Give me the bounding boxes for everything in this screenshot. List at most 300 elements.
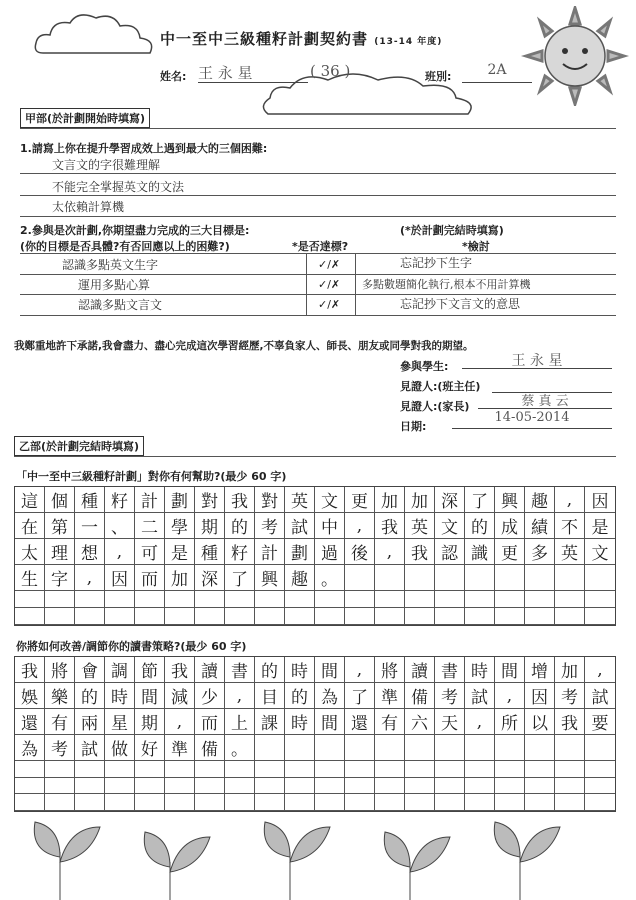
title-text: 中一至中三級種籽計劃契約書: [160, 30, 369, 48]
grid-cell: 考: [45, 735, 75, 761]
grid-cell: 生: [15, 565, 45, 591]
grid-cell: 、: [105, 513, 135, 539]
grid-cell: [375, 735, 405, 761]
grid-cell: [225, 608, 255, 625]
grid-cell: [45, 778, 75, 795]
grid-cell: [555, 565, 585, 591]
grid-cell: [465, 735, 495, 761]
grid-cell: 時: [285, 709, 315, 735]
grid-cell: 增: [525, 657, 555, 683]
part-a-label: 甲部(於計劃開始時填寫): [20, 108, 150, 128]
divider: [20, 274, 616, 275]
grid-cell: [75, 778, 105, 795]
divider: [20, 128, 616, 129]
date-label: 日期:: [400, 420, 427, 433]
grid-cell: [75, 794, 105, 811]
grid-cell: [285, 608, 315, 625]
grid-cell: 興: [255, 565, 285, 591]
grid-cell: ,: [165, 709, 195, 735]
grid-cell: 因: [585, 487, 615, 513]
grid-cell: [45, 761, 75, 778]
grid-cell: 試: [75, 735, 105, 761]
pledge-text: 我鄭重地許下承諾,我會盡力、盡心完成這次學習經歷,不辜負家人、師長、朋友或同學對我的期望。: [14, 340, 474, 352]
grid-cell: [555, 778, 585, 795]
divider: [20, 253, 616, 254]
goal-1-review: 忘記抄下生字: [400, 256, 473, 270]
grid-cell: [525, 778, 555, 795]
grid-cell: [555, 591, 585, 608]
achieved-header: *是否達標?: [292, 240, 349, 253]
grid-cell: [255, 778, 285, 795]
grid-cell: [375, 778, 405, 795]
grid-cell: 學: [165, 513, 195, 539]
grid-cell: 以: [525, 709, 555, 735]
grid-cell: [585, 608, 615, 625]
grid-cell: [495, 778, 525, 795]
grid-cell: [495, 761, 525, 778]
grid-cell: 在: [15, 513, 45, 539]
grid-cell: [165, 761, 195, 778]
grid-cell: ,: [495, 683, 525, 709]
grid-cell: [195, 794, 225, 811]
grid-cell: 二: [135, 513, 165, 539]
grid-cell: [435, 565, 465, 591]
grid-cell: 的: [75, 683, 105, 709]
grid-cell: [435, 761, 465, 778]
grid-cell: [45, 794, 75, 811]
answer-grid-1: [14, 486, 616, 626]
form-title: [160, 28, 442, 49]
grid-cell: 有: [45, 709, 75, 735]
grid-cell: 的: [255, 657, 285, 683]
grid-cell: [435, 794, 465, 811]
grid-cell: [375, 591, 405, 608]
q1-answer-3: 太依賴計算機: [52, 200, 125, 214]
grid-cell: [135, 608, 165, 625]
grid-cell: 間: [315, 709, 345, 735]
grid-cell: 是: [165, 539, 195, 565]
grid-cell: [465, 565, 495, 591]
grid-cell: 有: [375, 709, 405, 735]
grid-cell: 備: [195, 735, 225, 761]
grid-cell: [585, 735, 615, 761]
grid-cell: 的: [465, 513, 495, 539]
student-signature: 王 永 星: [462, 350, 612, 369]
grid-cell: 課: [255, 709, 285, 735]
grid-cell: [555, 608, 585, 625]
grid-cell: 興: [495, 487, 525, 513]
grid-cell: 更: [345, 487, 375, 513]
grid-cell: [345, 608, 375, 625]
grid-cell: [75, 591, 105, 608]
grid-cell: [285, 591, 315, 608]
grid-cell: [165, 591, 195, 608]
grid-cell: [555, 761, 585, 778]
grid-cell: 要: [585, 709, 615, 735]
grid-cell: 兩: [75, 709, 105, 735]
grid-cell: 將: [375, 657, 405, 683]
grid-cell: [345, 591, 375, 608]
grid-cell: [225, 591, 255, 608]
goal-1-check: ✓/✗: [318, 258, 341, 271]
grid-cell: [225, 778, 255, 795]
goal-1: 認識多點英文生字: [62, 258, 159, 272]
grid-cell: 我: [405, 539, 435, 565]
grid-cell: 劃: [285, 539, 315, 565]
grid-cell: 對: [195, 487, 225, 513]
grid-cell: [375, 761, 405, 778]
grid-cell: 加: [375, 487, 405, 513]
name-value: 王 永 星: [198, 62, 308, 83]
grid-cell: [225, 761, 255, 778]
grid-cell: [195, 591, 225, 608]
grid-cell: ,: [375, 539, 405, 565]
grid-cell: [465, 794, 495, 811]
grid-cell: 讀: [195, 657, 225, 683]
grid-cell: [555, 794, 585, 811]
goal-3: 認識多點文言文: [78, 298, 163, 312]
grid-cell: [345, 735, 375, 761]
witness-parent-signature: 蔡 真 云: [478, 390, 612, 409]
grid-cell: 間: [135, 683, 165, 709]
grid-cell: [135, 778, 165, 795]
grid-cell: 為: [15, 735, 45, 761]
grid-cell: [585, 761, 615, 778]
grid-cell: [405, 735, 435, 761]
grid-cell: [15, 591, 45, 608]
part-b-q1: 「中一至中三級種籽計劃」對你有何幫助?(最少 60 字): [16, 470, 287, 483]
grid-cell: [495, 735, 525, 761]
grid-cell: [15, 778, 45, 795]
part-b-q2: 你將如何改善/調節你的讀書策略?(最少 60 字): [16, 640, 247, 653]
grid-cell: 對: [255, 487, 285, 513]
grid-cell: 太: [15, 539, 45, 565]
part-a-q1: 1.請寫上你在提升學習成效上遇到最大的三個困難:: [20, 142, 268, 155]
grid-cell: [135, 761, 165, 778]
grid-cell: 加: [165, 565, 195, 591]
grid-cell: 一: [75, 513, 105, 539]
grid-cell: 英: [285, 487, 315, 513]
divider: [20, 294, 616, 295]
grid-cell: [315, 591, 345, 608]
grid-cell: [375, 565, 405, 591]
grid-cell: 多: [525, 539, 555, 565]
goal-2-check: ✓/✗: [318, 278, 341, 291]
grid-cell: [285, 761, 315, 778]
grid-cell: 樂: [45, 683, 75, 709]
grid-cell: 了: [465, 487, 495, 513]
grid-cell: [285, 794, 315, 811]
grid-cell: 還: [15, 709, 45, 735]
q1-answer-2: 不能完全掌握英文的文法: [52, 180, 185, 194]
grid-cell: [315, 761, 345, 778]
grid-cell: 備: [405, 683, 435, 709]
grid-cell: 文: [585, 539, 615, 565]
grid-cell: 文: [435, 513, 465, 539]
grid-cell: 可: [135, 539, 165, 565]
grid-cell: 我: [15, 657, 45, 683]
grid-cell: [525, 735, 555, 761]
grid-cell: 後: [345, 539, 375, 565]
grid-cell: 字: [45, 565, 75, 591]
grid-cell: 間: [315, 657, 345, 683]
grid-cell: 為: [315, 683, 345, 709]
grid-cell: 我: [225, 487, 255, 513]
grid-cell: [585, 591, 615, 608]
grid-cell: 英: [555, 539, 585, 565]
grid-cell: [105, 591, 135, 608]
sun-icon: [520, 6, 630, 106]
grid-cell: [105, 761, 135, 778]
grid-cell: [105, 778, 135, 795]
grid-cell: [255, 794, 285, 811]
grid-cell: 書: [225, 657, 255, 683]
grid-cell: 還: [345, 709, 375, 735]
grid-cell: [75, 608, 105, 625]
grid-cell: 深: [195, 565, 225, 591]
grid-cell: 間: [495, 657, 525, 683]
grid-cell: 加: [405, 487, 435, 513]
column-divider: [306, 253, 307, 315]
grid-cell: 時: [465, 657, 495, 683]
grid-cell: [345, 761, 375, 778]
grid-cell: 期: [135, 709, 165, 735]
grid-cell: 的: [225, 513, 255, 539]
grid-cell: [465, 608, 495, 625]
grid-cell: ,: [345, 657, 375, 683]
grid-cell: 上: [225, 709, 255, 735]
grid-cell: 績: [525, 513, 555, 539]
grid-cell: 籽: [225, 539, 255, 565]
grid-cell: [525, 608, 555, 625]
grid-cell: [465, 778, 495, 795]
grid-cell: 個: [45, 487, 75, 513]
leaves-decoration: [0, 812, 636, 900]
grid-cell: 星: [105, 709, 135, 735]
grid-cell: 所: [495, 709, 525, 735]
grid-cell: [255, 608, 285, 625]
grid-cell: [255, 735, 285, 761]
grid-cell: [435, 591, 465, 608]
divider: [20, 195, 616, 196]
grid-cell: [525, 565, 555, 591]
grid-cell: [45, 608, 75, 625]
grid-cell: 考: [435, 683, 465, 709]
grid-cell: ,: [225, 683, 255, 709]
grid-cell: 文: [315, 487, 345, 513]
grid-cell: 考: [255, 513, 285, 539]
grid-cell: [285, 778, 315, 795]
grid-cell: ,: [105, 539, 135, 565]
grid-cell: 會: [75, 657, 105, 683]
witness-teacher-label: 見證人:(班主任): [400, 380, 481, 393]
grid-cell: 試: [585, 683, 615, 709]
grid-cell: 娛: [15, 683, 45, 709]
grid-cell: ,: [345, 513, 375, 539]
divider: [20, 216, 616, 217]
grid-cell: 考: [555, 683, 585, 709]
grid-cell: 了: [225, 565, 255, 591]
grid-cell: 第: [45, 513, 75, 539]
grid-cell: 成: [495, 513, 525, 539]
grid-cell: 計: [135, 487, 165, 513]
column-divider: [355, 253, 356, 315]
grid-cell: [345, 565, 375, 591]
grid-cell: 不: [555, 513, 585, 539]
grid-cell: 減: [165, 683, 195, 709]
grid-cell: 目: [255, 683, 285, 709]
grid-cell: 趣: [525, 487, 555, 513]
student-sign-label: 參與學生:: [400, 360, 449, 373]
part-b-label: 乙部(於計劃完結時填寫): [14, 436, 144, 456]
grid-cell: 而: [135, 565, 165, 591]
grid-cell: [165, 778, 195, 795]
grid-cell: [315, 778, 345, 795]
grid-cell: 期: [195, 513, 225, 539]
grid-cell: [255, 591, 285, 608]
grid-cell: 深: [435, 487, 465, 513]
grid-cell: 過: [315, 539, 345, 565]
grid-cell: [495, 591, 525, 608]
grid-cell: [165, 794, 195, 811]
grid-cell: [75, 761, 105, 778]
grid-cell: 想: [75, 539, 105, 565]
grid-cell: 識: [465, 539, 495, 565]
review-header: *檢討: [462, 240, 490, 253]
grid-cell: [315, 735, 345, 761]
grid-cell: ,: [585, 657, 615, 683]
grid-cell: [195, 761, 225, 778]
grid-cell: 讀: [405, 657, 435, 683]
grid-cell: 中: [315, 513, 345, 539]
grid-cell: [585, 565, 615, 591]
grid-cell: [495, 608, 525, 625]
goal-3-check: ✓/✗: [318, 298, 341, 311]
grid-cell: [435, 608, 465, 625]
grid-cell: 試: [285, 513, 315, 539]
grid-cell: [525, 761, 555, 778]
grid-cell: [465, 761, 495, 778]
grid-cell: 我: [165, 657, 195, 683]
grid-cell: [585, 794, 615, 811]
grid-cell: 的: [285, 683, 315, 709]
grid-cell: ,: [75, 565, 105, 591]
grid-cell: [285, 735, 315, 761]
grid-cell: [525, 794, 555, 811]
grid-cell: [435, 735, 465, 761]
grid-cell: 調: [105, 657, 135, 683]
grid-cell: [405, 761, 435, 778]
grid-cell: 更: [495, 539, 525, 565]
grid-cell: [135, 794, 165, 811]
grid-cell: 籽: [105, 487, 135, 513]
grid-cell: 六: [405, 709, 435, 735]
grid-cell: [165, 608, 195, 625]
grid-cell: [15, 761, 45, 778]
goal-2-review: 多點數題簡化執行,根本不用計算機: [362, 278, 531, 291]
grid-cell: 認: [435, 539, 465, 565]
grid-cell: 英: [405, 513, 435, 539]
grid-cell: 了: [345, 683, 375, 709]
grid-cell: 試: [465, 683, 495, 709]
grid-cell: [435, 778, 465, 795]
grid-cell: [405, 608, 435, 625]
goal-3-review: 忘記抄下文言文的意思: [400, 297, 521, 311]
grid-cell: 將: [45, 657, 75, 683]
grid-cell: [405, 794, 435, 811]
witness-parent-label: 見證人:(家長): [400, 400, 470, 413]
goal-2: 運用多點心算: [78, 278, 151, 292]
title-year: (13-14 年度): [374, 37, 443, 47]
grid-cell: [495, 565, 525, 591]
grid-cell: [105, 794, 135, 811]
grid-cell: 劃: [165, 487, 195, 513]
grid-cell: [405, 565, 435, 591]
class-value: 2A: [462, 62, 532, 83]
grid-cell: 是: [585, 513, 615, 539]
part-a-q2-note: (*於計劃完結時填寫): [400, 224, 504, 237]
grid-cell: 因: [525, 683, 555, 709]
grid-cell: [15, 608, 45, 625]
grid-cell: [15, 794, 45, 811]
grid-cell: [345, 778, 375, 795]
grid-cell: 少: [195, 683, 225, 709]
grid-cell: 好: [135, 735, 165, 761]
grid-cell: [315, 608, 345, 625]
divider: [20, 173, 616, 174]
grid-cell: [345, 794, 375, 811]
grid-cell: [45, 591, 75, 608]
grid-cell: [405, 591, 435, 608]
grid-cell: 天: [435, 709, 465, 735]
grid-cell: [585, 778, 615, 795]
grid-cell: 加: [555, 657, 585, 683]
answer-grid-2: [14, 656, 616, 812]
grid-cell: 這: [15, 487, 45, 513]
grid-cell: [495, 794, 525, 811]
grid-cell: 準: [375, 683, 405, 709]
divider: [14, 456, 616, 457]
grid-cell: [375, 794, 405, 811]
grid-cell: [375, 608, 405, 625]
grid-cell: 種: [195, 539, 225, 565]
grid-cell: 做: [105, 735, 135, 761]
grid-cell: 我: [375, 513, 405, 539]
grid-cell: [255, 761, 285, 778]
grid-cell: 趣: [285, 565, 315, 591]
grid-cell: [405, 778, 435, 795]
grid-cell: [555, 735, 585, 761]
grid-cell: 我: [555, 709, 585, 735]
grid-cell: 因: [105, 565, 135, 591]
part-a-q2-sub: (你的目標是否具體?有否回應以上的困難?): [20, 240, 230, 253]
grid-cell: 準: [165, 735, 195, 761]
grid-cell: [315, 794, 345, 811]
grid-cell: 理: [45, 539, 75, 565]
class-label: 班別:: [425, 70, 452, 83]
q1-answer-1: 文言文的字很難理解: [52, 158, 161, 172]
grid-cell: 時: [105, 683, 135, 709]
grid-cell: [525, 591, 555, 608]
grid-cell: 而: [195, 709, 225, 735]
cloud-left-decoration: [28, 8, 168, 68]
date-value: 14-05-2014: [452, 410, 612, 429]
grid-cell: 書: [435, 657, 465, 683]
grid-cell: [465, 591, 495, 608]
grid-cell: 時: [285, 657, 315, 683]
grid-cell: 。: [315, 565, 345, 591]
grid-cell: 計: [255, 539, 285, 565]
